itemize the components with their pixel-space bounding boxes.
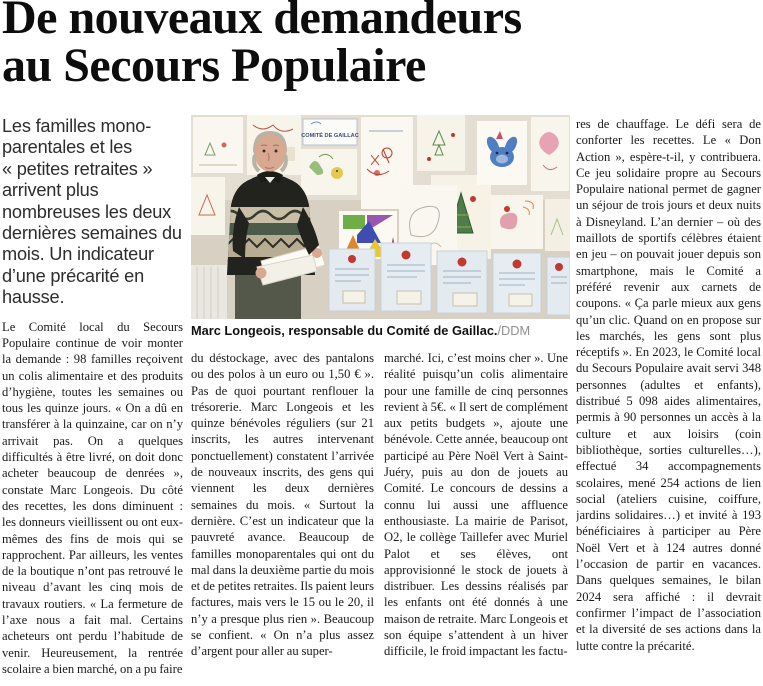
article-text-col1: Le Comité local du Secours Populaire continue de voir monter la demande : 98 familles reçoivent un colis alimentaire et des produits d’hygiène, toutes les semaines ou tous les quinze jours. « On a dû en transférer à la quinzaine, car on n’y arrivait pas. On a quelques difficultés à être livré, on doit donc acheter beaucoup de denrées », constate Marc Longeois. Du côté des recettes, les dons diminuent : les donneurs vieillissent ou ont eux-mêmes des fins de mois qui se rapprochent. Par ailleurs, les ventes de la boutique n’ont pas retrouvé le niveau d’avant les cinq mois de travaux routiers. « La fermeture de l’axe nous a fait mal. Certains acheteurs ont perdu l’habitude de venir. Heureusement, la rentrée scolaire a bien marché, on a pu faire bbox=[2, 319, 183, 676]
standfirst: Les familles monoparentales et les « petites retraites » arrivent plus nombreuses les deux dernières semaines du mois. Un indicateur d’une précarité en hausse. bbox=[2, 116, 182, 308]
article-text-col4: res de chauffage. Le défi sera de conforter les recettes. Le « Don Action », espère-t-il, y contribuera. Ce jeu solidaire propre au Secours Populaire national permet de gagner un séjour de trois jours et deux nuits à Disneyland. L’an dernier – où des maillots de sportifs célèbres étaient en jeu – on pouvait jouer depuis son smartphone, mais le Comité a préféré revenir aux carnets de coupons. « Ça parle mieux aux gens qu’un clic. Quand on en propose sur les marchés, les gens sont plus réceptifs ». En 2023, le Comité local du Secours Populaire avait servi 348 personnes (adultes et enfants), distribué 5 098 aides alimentaires, permis à 90 personnes un accès à la culture et aux loisirs (coin bibliothèque, sorties culturelles…), effectué 34 accompagnements scolaires, mené 254 actions de lien social (ateliers cuisine, coiffure, jardins solidaires…) et invité à 193 bénéficiaires à participer au Père Noël Vert et à 124 autres donné l’occasion de partir en vacances. Dans quelques semaines, le bilan 2024 sera affiché : il devrait confirmer l’impact de l’association et la diversité de ses actions dans la lutte contre la précarité. bbox=[576, 117, 761, 653]
column-1 bbox=[2, 116, 183, 686]
photo-caption-row bbox=[191, 323, 570, 338]
headline-line2: au Secours Populaire bbox=[2, 39, 426, 92]
article-photo bbox=[191, 115, 570, 319]
letter-papers bbox=[329, 243, 570, 315]
column-3 bbox=[384, 350, 568, 686]
headline bbox=[2, 0, 742, 90]
column-2 bbox=[191, 350, 374, 686]
column-4 bbox=[576, 116, 761, 686]
article-photo-figure bbox=[191, 115, 570, 338]
article-text-col2: du déstockage, avec des pantalons ou des polos à un euro ou 1,50 € ». Pas de quoi pourtant renflouer la trésorerie. Marc Longeois et les quinze bénévoles réguliers (sur 21 inscrits, les autres intervenant ponctuellement) constatent l’arrivée de nouveaux inscrits, des gens qui viennent les deux dernières semaines du mois. « Surtout la dernière. C’est un indicateur que la pauvreté avance. Beaucoup de familles monoparentales qui ont du mal dans la deuxième partie du mois et de petites retraites. Ils paient leurs factures, mais vers le 15 ou le 20, il n’y a presque plus rien ». Beaucoup se confient. « On n’a plus assez d’argent pour aller au super- bbox=[191, 351, 374, 659]
sign-text: COMITÉ DE GAILLAC bbox=[301, 133, 359, 139]
radiator bbox=[191, 265, 227, 319]
article-text-col3: marché. Ici, c’est moins cher ». Une réalité puisqu’un colis alimentaire pour une famille de cinq personnes revient à 5€. « Il sert de complément aux petits budgets », ajoute une bénévole. Cette année, beaucoup ont participé au Père Noël Vert à Saint-Juéry, puis au don de jouets au Comité. Le concours de dessins a connu lui aussi une affluence enthousiaste. La mairie de Parisot, O2, le collège Taillefer avec Muriel Palot et ses élèves, ont approvisionné le stock de jouets à distribuer. Les dessins réalisés par les enfants ont été donnés à une maison de retraite. Marc Longeois et son équipe s’attendent à un hiver difficile, le froid impactant les factu- bbox=[384, 351, 568, 659]
headline-line1: De nouveaux demandeurs bbox=[2, 0, 522, 44]
photo-credit: /DDM bbox=[497, 323, 531, 338]
photo-caption: Marc Longeois, responsable du Comité de Gaillac. bbox=[191, 323, 498, 338]
comite-sign bbox=[301, 119, 359, 145]
